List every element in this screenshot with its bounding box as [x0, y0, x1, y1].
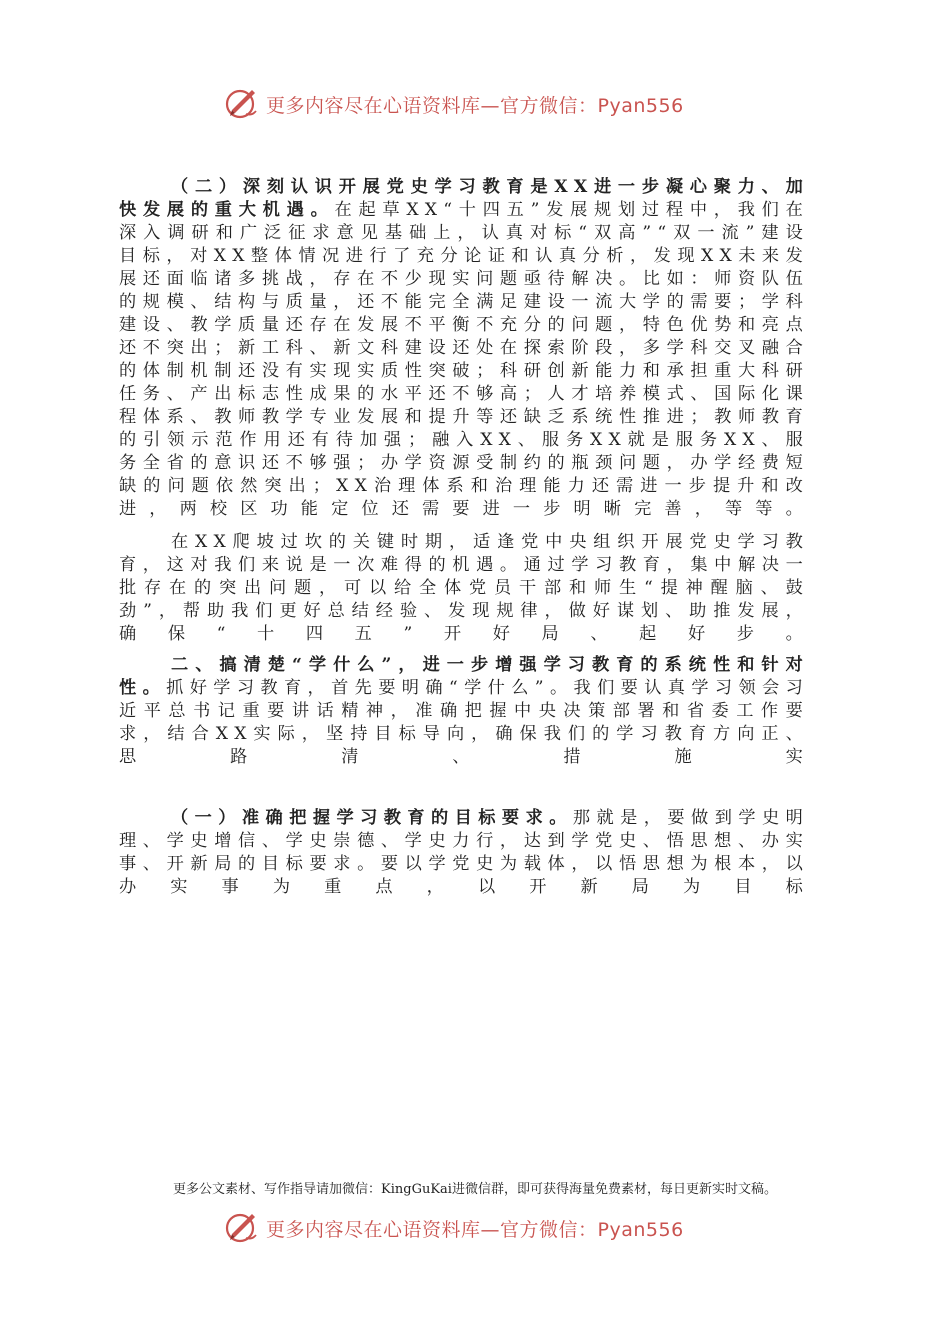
header-banner: [222, 84, 742, 124]
banner-text: 更多内容尽在心语资料库—官方微信：Pyan556: [266, 1218, 684, 1241]
banner-text: 更多内容尽在心语资料库—官方微信：Pyan556: [266, 94, 684, 117]
subsection-heading: （一）准确把握学习教育的目标要求。: [171, 808, 573, 828]
footer-note: 更多公文素材、写作指导请加微信：KingGuKai进微信群，即可获得海量免费素材，每日更新实时文稿。: [173, 1182, 777, 1197]
paragraph-text: 在起草XX“十四五”发展规划过程中，我们在深入调研和广泛征求意见基础上，认真对标“双高”“双一流”建设目标，对XX整体情况进行了充分论证和认真分析，发现XX未来发展还面临诸多挑战，存在不少现实问题亟待解决。比如：师资队伍的规模、结构与质量，还不能完全满足建设一流大学的需要；学科建设、教学质量还存在发展不平衡不充分的问题，特色优势和亮点还不突出；新工科、新文科建设还处在探索阶段，多学科交叉融合的体制机制还没有实现实质性突破；科研创新能力和承担重大科研任务、产出标志性成果的水平还不够高；人才培养模式、国际化课程体系、教师教学专业发展和提升等还缺乏系统性推进；教师教育的引领示范作用还有待加强；融入XX、服务XX就是服务XX、服务全省的意识还不够强；办学资源受制约的瓶颈问题，办学经费短缺的问题依然突出；XX治理体系和治理能力还需进一步提升和改进，两校区功能定位还需要进一步明晰完善，等等。: [119, 200, 809, 519]
paragraph-critical-period: [119, 531, 809, 646]
footer-banner: [222, 1208, 742, 1248]
paragraph-goals: [119, 807, 809, 899]
pen-logo-icon: [222, 84, 262, 124]
section-heading: 二、搞清楚“学什么”，进一步增强学习教育的系统性和针对性。: [119, 655, 809, 698]
paragraph-text: 抓好学习教育，首先要明确“学什么”。我们要认真学习领会习近平总书记重要讲话精神，准确把握中央决策部署和省委工作要求，结合XX实际，坚持目标导向，确保我们的学习教育方向正、思路清、措施实: [119, 678, 809, 767]
paragraph-text: 那就是，要做到学史明理、学史增信、学史崇德、学史力行，达到学党史、悟思想、办实事、开新局的目标要求。要以学党史为载体，以悟思想为根本，以办实事为重点，以开新局为目标: [119, 808, 809, 897]
document-body: [119, 176, 809, 899]
paragraph-text: 在XX爬坡过坎的关键时期，适逢党中央组织开展党史学习教育，这对我们来说是一次难得的机遇。通过学习教育，集中解决一批存在的突出问题，可以给全体党员干部和师生“提神醒脑、鼓劲”，帮助我们更好总结经验、发现规律，做好谋划、助推发展，确保“十四五”开好局、起好步。: [119, 532, 809, 644]
paragraph-what-to-learn: [119, 654, 809, 769]
pen-logo-icon: [222, 1208, 262, 1248]
paragraph-heading: （二）深刻认识开展党史学习教育是XX进一步凝心聚力、加快发展的重大机遇。: [119, 177, 809, 220]
paragraph-opportunity: [119, 176, 809, 521]
